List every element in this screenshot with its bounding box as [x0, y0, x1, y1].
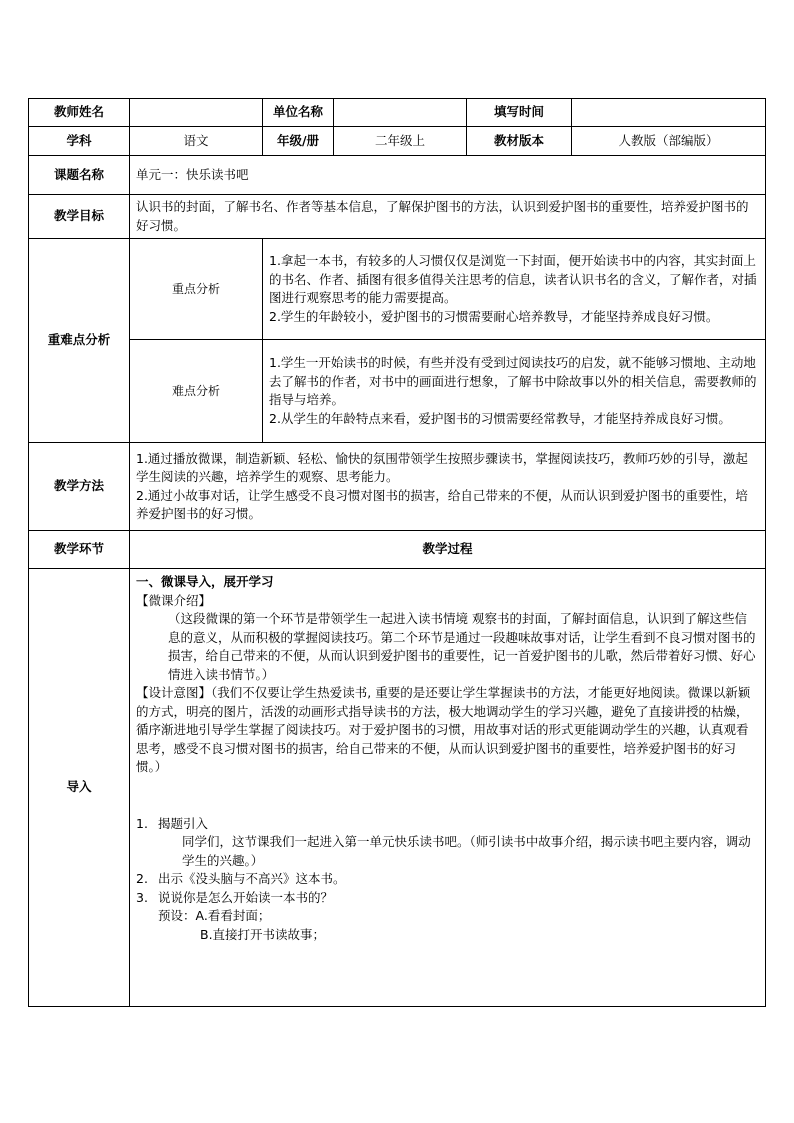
step-item	[136, 889, 759, 908]
process-header-row	[29, 531, 766, 569]
header-row-1	[29, 99, 766, 127]
design-intent	[136, 684, 759, 777]
teaching-method-row	[29, 443, 766, 531]
preset-line	[136, 907, 759, 926]
step-text: 出示《没头脑与不高兴》这本书。	[158, 871, 346, 886]
key-analysis-row	[29, 239, 766, 340]
micro-lesson-text: （这段微课的第一个环节是带领学生一起进入读书情境 观察书的封面，了解封面信息，认识到了解这些信息的意义，从而积极的掌握阅读技巧。第二个环节是通过一段趣味故事对话，让学生看到不良习惯对图书的损害，给自己带来的不便，从而认识到爱护图书的重要性，记一首爱护图书的儿歌，然后带着好习惯、好心情进入读书情节。）	[168, 611, 756, 682]
teaching-method-text	[130, 443, 766, 531]
teaching-goal-row	[29, 195, 766, 239]
unit-label: 单位名称	[263, 99, 334, 127]
grade-value: 二年级上	[334, 127, 467, 156]
edition-label: 教材版本	[467, 127, 572, 156]
key-analysis-text	[263, 239, 766, 340]
key-analysis-item: 2.学生的年龄较小，爱护图书的习惯需要耐心培养教导，才能坚持养成良好习惯。	[269, 308, 719, 324]
step-number: 2.	[136, 871, 148, 886]
subject-value: 语文	[130, 127, 263, 156]
difficulty-analysis-row	[29, 340, 766, 443]
teacher-name-value	[130, 99, 263, 127]
lesson-plan-table	[28, 98, 766, 1007]
preset-label: 预设：	[158, 908, 196, 923]
key-analysis-label: 重点分析	[130, 239, 263, 340]
micro-lesson-title: 【微课介绍】	[136, 592, 212, 608]
course-title-row	[29, 156, 766, 195]
preset-a: A.看看封面；	[195, 908, 271, 923]
course-title-value: 单元一：快乐读书吧	[130, 156, 766, 195]
step-item	[136, 815, 759, 834]
edition-value: 人教版（部编版）	[572, 127, 766, 156]
intro-label: 导入	[29, 569, 130, 1007]
header-row-2	[29, 127, 766, 156]
intro-content	[130, 569, 766, 1007]
analysis-label: 重难点分析	[29, 239, 130, 443]
key-analysis-item: 1.拿起一本书，有较多的人习惯仅仅是浏览一下封面，便开始读书中的内容，其实封面上的书名、作者、插图有很多值得关注思考的信息，读者认识书名的含义，了解作者，对插图进行观察思考的能力需要提高。	[269, 253, 757, 305]
step-number: 1.	[136, 815, 148, 831]
teacher-name-label: 教师姓名	[29, 99, 130, 127]
teaching-method-item: 2.通过小故事对话，让学生感受不良习惯对图书的损害，给自己带来的不便，从而认识到爱护图书的重要性，培养爱护图书的好习惯。	[136, 487, 748, 521]
grade-label: 年级/册	[263, 127, 334, 156]
design-intent-title: 【设计意图】	[136, 685, 212, 700]
teaching-goal-text: 认识书的封面，了解书名、作者等基本信息，了解保护图书的方法，认识到爱护图书的重要性，培养爱护图书的好习惯。	[130, 195, 766, 239]
teaching-stage-label: 教学环节	[29, 531, 130, 569]
date-label: 填写时间	[467, 99, 572, 127]
date-value	[572, 99, 766, 127]
step-item	[136, 870, 759, 889]
step-1-detail: 同学们，这节课我们一起进入第一单元快乐读书吧。（师引读书中故事介绍，揭示读书吧主要内容，调动学生的兴趣。）	[182, 834, 751, 868]
subject-label: 学科	[29, 127, 130, 156]
teaching-goal-label: 教学目标	[29, 195, 130, 239]
difficulty-analysis-item: 2.从学生的年龄特点来看，爱护图书的习惯需要经常教导，才能坚持养成良好习惯。	[269, 410, 731, 426]
teaching-method-item: 1.通过播放微课，制造新颖、轻松、愉快的氛围带领学生按照步骤读书，掌握阅读技巧，教师巧妙的引导，激起学生阅读的兴趣，培养学生的观察、思考能力。	[136, 450, 748, 484]
teaching-process-label: 教学过程	[130, 531, 766, 569]
difficulty-analysis-item: 1.学生一开始读书的时候，有些并没有受到过阅读技巧的启发，就不能够习惯地、主动地去了解书的作者，对书中的画面进行想象，了解书中除故事以外的相关信息，需要教师的指导与培养。	[269, 355, 757, 407]
step-text: 说说你是怎么开始读一本书的？	[158, 889, 334, 905]
step-text: 揭题引入	[158, 815, 209, 831]
section-title: 一、微课导入，展开学习	[136, 574, 274, 589]
unit-value	[334, 99, 467, 127]
step-number: 3.	[136, 889, 148, 905]
difficulty-analysis-text	[263, 340, 766, 443]
preset-b: B.直接打开书读故事；	[200, 926, 326, 942]
design-intent-text: （我们不仅要让学生热爱读书, 重要的是还要让学生掌握读书的方法，才能更好地阅读。微课以新颖的方式，明亮的图片，活泼的动画形式指导读书的方法，极大地调动学生的学习兴趣，避免了直接讲授的枯燥，循序渐进地引导学生掌握了阅读技巧。对于爱护图书的习惯，用故事对话的形式更能调动学生的兴趣，认真观看思考，感受不良习惯对图书的损害，给自己带来的不便，从而认识到爱护图书的重要性，培养爱护图书的好习惯。）	[136, 685, 751, 774]
difficulty-analysis-label: 难点分析	[130, 340, 263, 443]
course-title-label: 课题名称	[29, 156, 130, 195]
intro-row	[29, 569, 766, 1007]
teaching-method-label: 教学方法	[29, 443, 130, 531]
